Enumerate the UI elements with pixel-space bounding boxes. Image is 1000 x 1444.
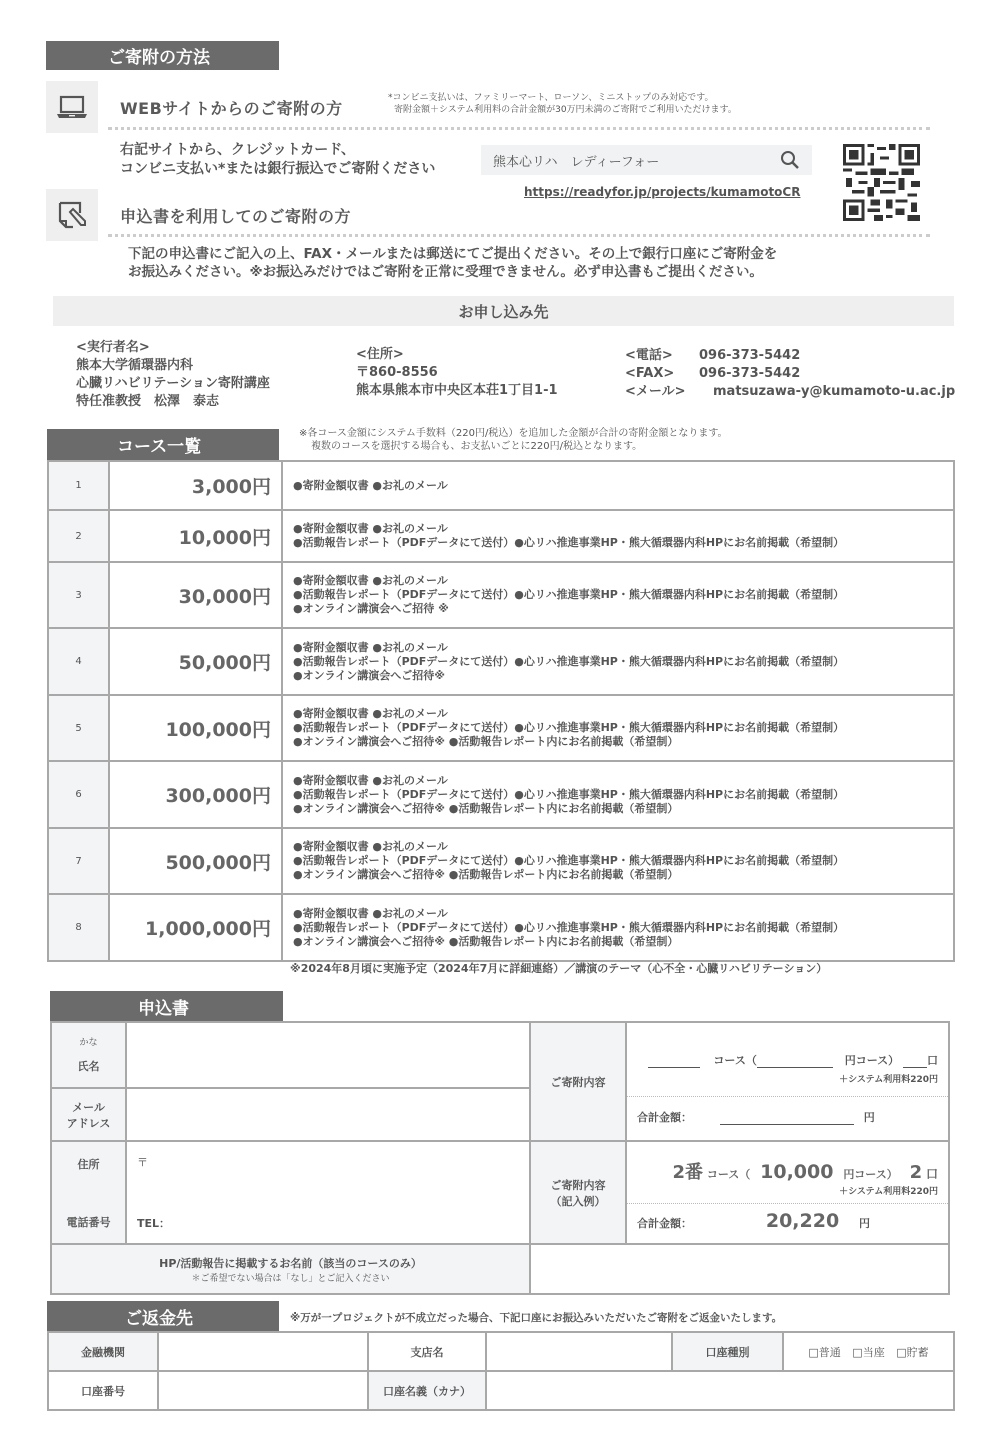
course-row: 1 3,000円 ●寄附金額収書 ●お礼のメール bbox=[48, 461, 954, 510]
contact-section-header: お申し込み先 bbox=[53, 296, 954, 326]
document-pencil-icon bbox=[57, 200, 87, 230]
address-info: <住所> 〒860-8556 熊本県熊本市中央区本荘1丁目1-1 bbox=[356, 347, 558, 398]
account-type-label: 口座種別 bbox=[672, 1332, 783, 1371]
course-row: 3 30,000円 ●寄附金額収書 ●お礼のメール ●活動報告レポート（PDFデータにて送付）●心リハ推進事業HP・熊大循環器内科HPにお名前掲載（希望制） ●オンライン講演会へご招待 ※ bbox=[48, 562, 954, 628]
phone-number: 096-373-5442 bbox=[699, 348, 801, 363]
name-label-cell: かな 氏名 bbox=[51, 1022, 126, 1088]
branch-label: 支店名 bbox=[368, 1332, 486, 1371]
example-content: 2番 コース（ 10,000 円コース） 2 口 ＋システム利用料220円 合計金額： 20,220 円 bbox=[626, 1141, 949, 1244]
course-row: 2 10,000円 ●寄附金額収書 ●お礼のメール ●活動報告レポート（PDFデータにて送付）●心リハ推進事業HP・熊大循環器内科HPにお名前掲載（希望制） bbox=[48, 510, 954, 562]
contact-info: <電話> 096-373-5442 <FAX> 096-373-5442 <メール> matsuzawa-y@kumamoto-u.ac.jp bbox=[625, 348, 956, 399]
search-text: 熊本心リハ レディーフォー bbox=[493, 154, 660, 170]
checkbox-ordinary[interactable]: □普通 bbox=[808, 1345, 841, 1359]
laptop-icon-box bbox=[46, 81, 98, 133]
course-row: 7 500,000円 ●寄附金額収書 ●お礼のメール ●活動報告レポート（PDFデータにて送付）●心リハ推進事業HP・熊大循環器内科HPにお名前掲載（希望制） ●オンライン講演会へご招待※ ●活動報告レポート内にお名前掲載（希望制） bbox=[48, 828, 954, 894]
email-input[interactable] bbox=[126, 1088, 530, 1141]
method-section-header bbox=[46, 41, 279, 70]
divider bbox=[108, 234, 930, 237]
paper-donation-description: 下記の申込書にご記入の上、FAX・メールまたは郵送にてご提出ください。その上で銀行口座にご寄附金を お振込みください。※お振込みだけではご寄附を正常に受理できません。必ず申込書もご提出ください。 bbox=[128, 246, 778, 280]
bank-input[interactable] bbox=[158, 1332, 368, 1371]
course-row: 4 50,000円 ●寄附金額収書 ●お礼のメール ●活動報告レポート（PDFデータにて送付）●心リハ推進事業HP・熊大循環器内科HPにお名前掲載（希望制） ●オンライン講演会へご招待※ bbox=[48, 628, 954, 695]
method-section-title: ご寄附の方法 bbox=[108, 48, 210, 68]
donation-content-input[interactable]: コース（ 円コース） 口 ＋システム利用料220円 合計金額： 円 bbox=[626, 1022, 949, 1141]
course-row: 6 300,000円 ●寄附金額収書 ●お礼のメール ●活動報告レポート（PDFデータにて送付）●心リハ推進事業HP・熊大循環器内科HPにお名前掲載（希望制） ●オンライン講演会へご招待※ ●活動報告レポート内にお名前掲載（希望制） bbox=[48, 761, 954, 828]
refund-note: ※万が一プロジェクトが不成立だった場合、下記口座にお振込みいただいたご寄附をご返金いたします。 bbox=[290, 1312, 783, 1324]
address-phone-input[interactable]: 〒 TEL： bbox=[126, 1141, 530, 1244]
course-row: 5 100,000円 ●寄附金額収書 ●お礼のメール ●活動報告レポート（PDFデータにて送付）●心リハ推進事業HP・熊大循環器内科HPにお名前掲載（希望制） ●オンライン講演会へご招待※ ●活動報告レポート内にお名前掲載（希望制） bbox=[48, 695, 954, 761]
course-table bbox=[47, 460, 955, 962]
laptop-icon bbox=[56, 95, 88, 119]
web-donation-title: WEBサイトからのご寄附の方 bbox=[120, 99, 343, 118]
bank-label: 金融機関 bbox=[48, 1332, 158, 1371]
account-number-label: 口座番号 bbox=[48, 1371, 158, 1410]
hp-name-input[interactable] bbox=[530, 1244, 949, 1294]
web-donation-description: 右記サイトから、クレジットカード、 コンビニ支払い*または銀行振込でご寄附ください bbox=[120, 142, 436, 177]
checkbox-savings[interactable]: □貯蓄 bbox=[896, 1345, 929, 1359]
course-row: 8 1,000,000円 ●寄附金額収書 ●お礼のメール ●活動報告レポート（PDFデータにて送付）●心リハ推進事業HP・熊大循環器内科HPにお名前掲載（希望制） ●オンライン講演会へご招待※ ●活動報告レポート内にお名前掲載（希望制） bbox=[48, 894, 954, 961]
example-label: ご寄附内容 （記入例） bbox=[530, 1141, 626, 1244]
qr-code-icon bbox=[843, 144, 920, 221]
address-phone-label-cell: 住所 電話番号 bbox=[51, 1141, 126, 1244]
courses-section-header: コース一覧 bbox=[47, 429, 279, 460]
checkbox-current[interactable]: □当座 bbox=[852, 1345, 885, 1359]
executor-info: <実行者名> 熊本大学循環器内科 心臓リハビリテーション寄附講座 特任准教授 松澤 泰志 bbox=[76, 340, 270, 409]
email-address[interactable]: matsuzawa-y@kumamoto-u.ac.jp bbox=[713, 384, 956, 399]
courses-fee-note: ※各コース金額にシステム手数料（220円/税込）を追加した金額が合計の寄附金額となります。 複数のコースを選択する場合も、お支払いごとに220円/税込となります。 bbox=[299, 428, 728, 452]
search-icon bbox=[780, 150, 800, 170]
refund-form bbox=[47, 1331, 955, 1411]
donation-content-label: ご寄附内容 bbox=[530, 1022, 626, 1141]
refund-section-header: ご返金先 bbox=[47, 1301, 279, 1331]
application-form bbox=[50, 1021, 950, 1295]
account-type-options bbox=[783, 1332, 954, 1371]
branch-input[interactable] bbox=[486, 1332, 672, 1371]
account-name-input[interactable] bbox=[486, 1371, 954, 1410]
paper-donation-title: 申込書を利用してのご寄附の方 bbox=[120, 207, 352, 226]
divider bbox=[108, 127, 930, 130]
hp-name-label: HP/活動報告に掲載するお名前（該当のコースのみ） ＊ご希望でない場合は「なし」とご記入ください bbox=[51, 1244, 530, 1294]
email-label-cell: メール アドレス bbox=[51, 1088, 126, 1141]
application-section-header: 申込書 bbox=[50, 991, 283, 1021]
name-input[interactable] bbox=[126, 1022, 530, 1088]
lecture-footnote: ※2024年8月頃に実施予定（2024年7月に詳細連絡）／講演のテーマ（心不全・心臓リハビリテーション） bbox=[290, 962, 828, 975]
readyfor-link[interactable]: https://readyfor.jp/projects/kumamotoCR bbox=[524, 185, 801, 199]
web-convenience-note: *コンビニ支払いは、ファミリーマート、ローソン、ミニストップのみ対応です。 寄附金額＋システム利用料の合計金額が30万円未満のご寄附でご利用いただけます。 bbox=[388, 93, 737, 115]
account-name-label: 口座名義（カナ） bbox=[368, 1371, 486, 1410]
account-number-input[interactable] bbox=[158, 1371, 368, 1410]
fax-number: 096-373-5442 bbox=[699, 366, 801, 381]
document-icon-box bbox=[46, 189, 98, 241]
search-box[interactable] bbox=[481, 145, 812, 175]
